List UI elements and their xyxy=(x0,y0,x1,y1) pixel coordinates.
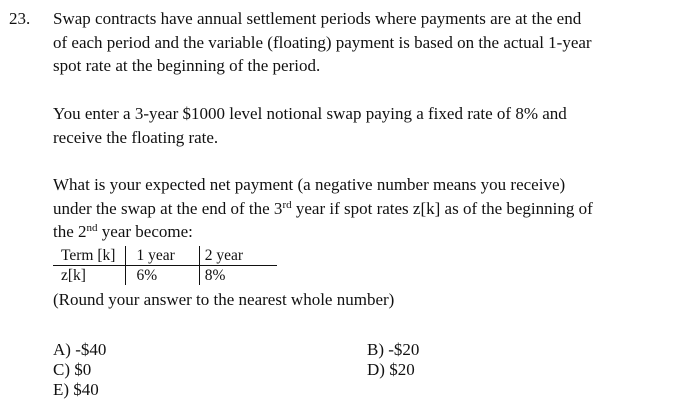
intro-line: of each period and the variable (floating) payment is based on the actual 1-year xyxy=(53,32,592,52)
question-setup xyxy=(53,102,683,149)
choice-e[interactable]: E) $40 xyxy=(53,380,99,399)
ask-line: What is your expected net payment (a negative number means you receive) xyxy=(53,175,566,194)
table-header-cell: 2 year xyxy=(199,246,277,266)
intro-line: Swap contracts have annual settlement periods where payments are at the end xyxy=(53,9,582,28)
question-intro xyxy=(53,7,683,78)
ask-line xyxy=(53,197,683,221)
table-cell: 8% xyxy=(199,266,277,286)
choice-d[interactable]: D) $20 xyxy=(367,360,415,379)
ask-text: the 2 xyxy=(53,222,87,241)
ask-text: under the swap at the end of the 3 xyxy=(53,198,283,218)
setup-line: You enter a 3-year $1000 level notional swap paying a fixed rate of 8% and xyxy=(53,104,567,123)
choice-a[interactable]: A) -$40 xyxy=(53,340,107,359)
spot-rate-table xyxy=(53,246,277,285)
choice-c[interactable]: C) $0 xyxy=(53,360,92,379)
table-cell: 6% xyxy=(126,266,199,286)
table-header-cell: 1 year xyxy=(126,246,199,266)
table-header-row xyxy=(53,246,277,266)
ask-line xyxy=(53,220,683,244)
table-cell: z[k] xyxy=(61,267,86,284)
setup-line: receive the floating rate. xyxy=(53,127,219,147)
question-ask xyxy=(53,173,683,244)
question-number: 23. xyxy=(9,9,31,28)
ordinal-suffix: nd xyxy=(86,222,98,234)
intro-line: spot rate at the beginning of the period. xyxy=(53,56,321,75)
ask-text: year become: xyxy=(97,222,193,241)
table-header-cell: Term [k] xyxy=(53,246,126,266)
rounding-note: (Round your answer to the nearest whole number) xyxy=(53,290,395,309)
ordinal-suffix: rd xyxy=(282,198,292,211)
choice-b[interactable]: B) -$20 xyxy=(367,340,420,359)
ask-text: year if spot rates z[k] as of the beginning of xyxy=(291,198,593,218)
table-row xyxy=(53,266,277,286)
